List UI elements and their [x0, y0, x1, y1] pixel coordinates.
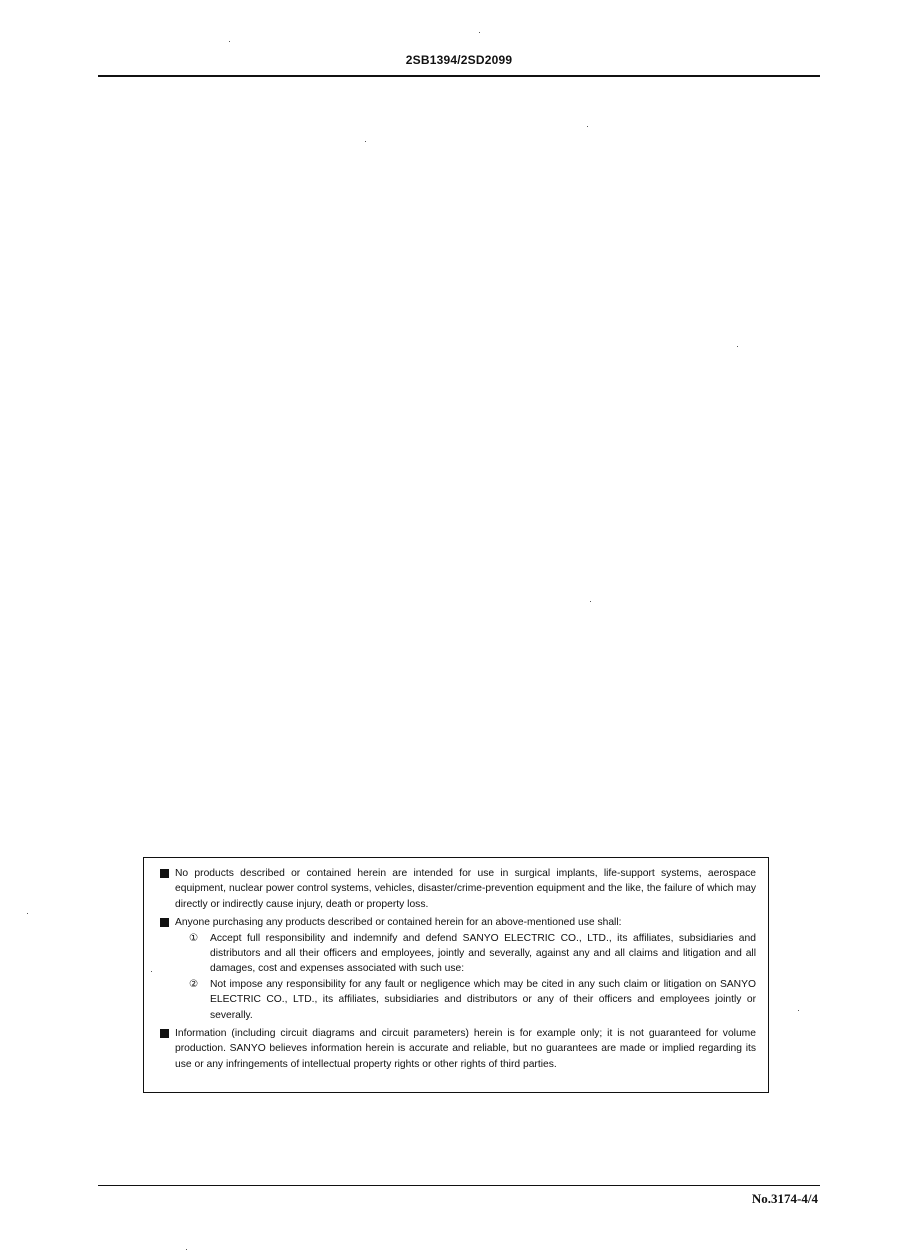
- obligation-item: [175, 977, 756, 1023]
- disclaimer-notice-3-text: Information (including circuit diagrams and circuit parameters) herein is for example only; it is not guaranteed for volume production. SANYO believes information herein is accurate and reliable, but no guarantees are made or implied regarding its use or any infringements of intellectual property rights or other rights of third parties.: [175, 1028, 756, 1070]
- scan-speck: [27, 913, 28, 914]
- scan-speck: [798, 1010, 799, 1011]
- scan-speck: [590, 601, 591, 602]
- scan-speck: [229, 41, 230, 42]
- scan-speck: [186, 1249, 187, 1250]
- scan-speck: [365, 141, 366, 142]
- scan-speck: [737, 346, 738, 347]
- document-title: 2SB1394/2SD2099: [405, 53, 513, 67]
- scan-speck: [151, 971, 152, 972]
- disclaimer-notice-1-text: No products described or contained herein are intended for use in surgical implants, life-support systems, aerospace equipment, nuclear power control systems, vehicles, disaster/crime-prevention equipment and the like, the failure of which may directly or indirectly cause injury, death or property loss.: [175, 868, 756, 910]
- scan-speck: [587, 126, 588, 127]
- disclaimer-notice-3: [160, 1026, 756, 1072]
- disclaimer-notice-2: [160, 915, 756, 1023]
- document-number: No.3174-4/4: [751, 1191, 818, 1206]
- square-bullet-icon: [160, 1029, 169, 1038]
- header-divider: [98, 75, 820, 77]
- square-bullet-icon: [160, 869, 169, 878]
- square-bullet-icon: [160, 918, 169, 927]
- circled-number-marker: ①: [189, 932, 199, 944]
- obligation-item-text: Accept full responsibility and indemnify and defend SANYO ELECTRIC CO., LTD., its affiliates, subsidiaries and distributors and all their officers and employees, jointly and severally, against any and all claims and litigation and all damages, cost and expenses associated with such use:: [210, 932, 756, 975]
- disclaimer-box: [143, 857, 769, 1093]
- scan-speck: [479, 32, 480, 33]
- circled-number-marker: ②: [189, 978, 199, 990]
- obligation-item: [175, 931, 756, 977]
- footer-divider: [98, 1185, 820, 1186]
- disclaimer-notice-2-text: Anyone purchasing any products described or contained herein for an above-mentioned use shall:: [175, 917, 622, 929]
- disclaimer-notice-1: [160, 866, 756, 912]
- obligation-item-text: Not impose any responsibility for any fault or negligence which may be cited in any such claim or litigation on SANYO ELECTRIC CO., LTD., its affiliates, subsidiaries and distributors or any of their officers and employees jointly or severally.: [210, 978, 756, 1021]
- obligation-list: [175, 931, 756, 1023]
